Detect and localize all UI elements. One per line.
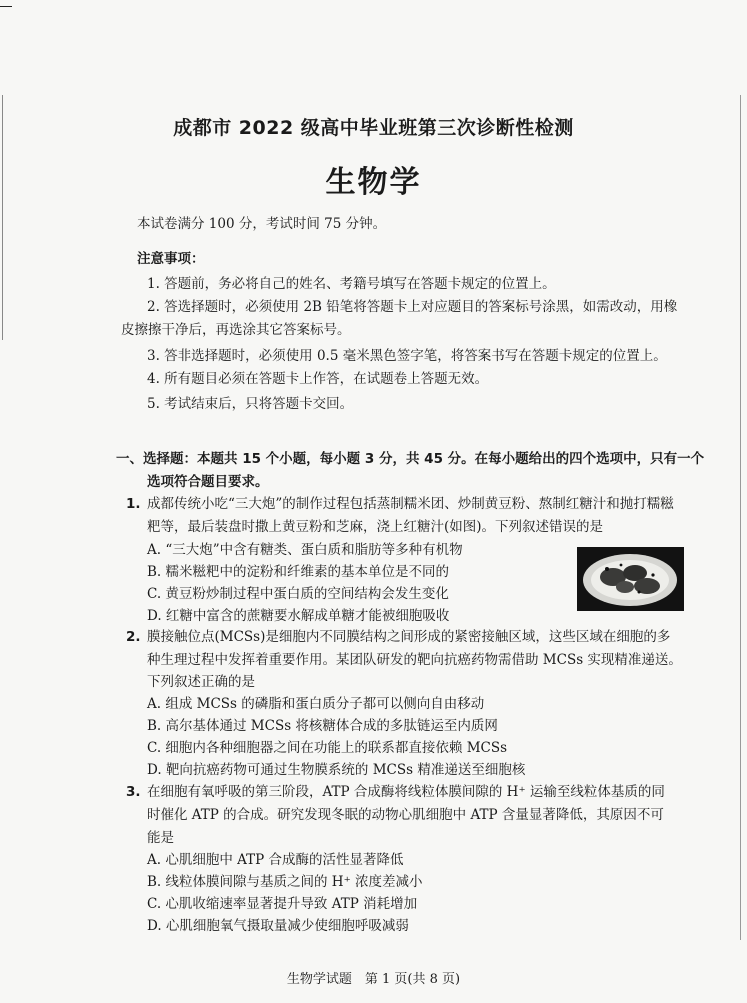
page-footer: 生物学试题 第 1 页(共 8 页) <box>286 972 461 987</box>
option-c: C. 黄豆粉炒制过程中蛋白质的空间结构会发生变化 <box>147 586 449 602</box>
question-number: 2. <box>126 629 141 645</box>
question-stem: 能是 <box>147 830 174 846</box>
section-heading-cont: 选项符合题目要求。 <box>147 474 269 490</box>
question-stem: 下列叙述正确的是 <box>147 674 255 690</box>
exam-intro: 本试卷满分 100 分，考试时间 75 分钟。 <box>137 216 387 232</box>
note-item: 皮擦擦干净后，再选涂其它答案标号。 <box>121 322 351 338</box>
option-d: D. 红糖中富含的蔗糖要水解成单糖才能被细胞吸收 <box>147 608 450 624</box>
section-heading: 一、选择题：本题共 15 个小题，每小题 3 分，共 45 分。在每小题给出的四个选项中，只有一个 <box>116 451 705 467</box>
question-number: 3. <box>126 784 141 800</box>
question-stem: 成都传统小吃“三大炮”的制作过程包括蒸制糯米团、炒制黄豆粉、熬制红糖汁和抛打糯糍 <box>147 496 674 512</box>
option-b: B. 线粒体膜间隙与基质之间的 H⁺ 浓度差减小 <box>147 874 423 890</box>
note-item: 2. 答选择题时，必须使用 2B 铅笔将答题卡上对应题目的答案标号涂黑，如需改动，用橡 <box>147 299 678 315</box>
subject-title: 生物学 <box>325 165 422 200</box>
option-c: C. 心肌收缩速率显著提升导致 ATP 消耗增加 <box>147 896 418 912</box>
option-d: D. 靶向抗癌药物可通过生物膜系统的 MCSs 精准递送至细胞核 <box>147 762 526 778</box>
right-edge-line <box>740 95 741 940</box>
question-stem: 膜接触位点(MCSs)是细胞内不同膜结构之间形成的紧密接触区域，这些区域在细胞的多 <box>147 629 671 645</box>
sandapao-photo <box>577 547 684 611</box>
note-item: 4. 所有题目必须在答题卡上作答，在试题卷上答题无效。 <box>147 371 489 387</box>
question-stem: 粑等，最后装盘时撒上黄豆粉和芝麻，浇上红糖汁(如图)。下列叙述错误的是 <box>147 519 604 535</box>
option-a: A. 心肌细胞中 ATP 合成酶的活性显著降低 <box>147 852 404 868</box>
question-stem: 在细胞有氧呼吸的第三阶段，ATP 合成酶将线粒体膜间隙的 H⁺ 运输至线粒体基质的同 <box>147 784 665 800</box>
note-item: 5. 考试结束后，只将答题卡交回。 <box>147 396 354 412</box>
option-a: A. 组成 MCSs 的磷脂和蛋白质分子都可以侧向自由移动 <box>147 696 485 712</box>
option-c: C. 细胞内各种细胞器之间在功能上的联系都直接依赖 MCSs <box>147 740 508 756</box>
note-item: 3. 答非选择题时，必须使用 0.5 毫米黑色签字笔，将答案书写在答题卡规定的位置上。 <box>147 348 667 364</box>
question-stem: 时催化 ATP 的合成。研究发现冬眠的动物心肌细胞中 ATP 含量显著降低，其原因不可 <box>147 807 664 823</box>
option-a: A. “三大炮”中含有糖类、蛋白质和脂肪等多种有机物 <box>147 542 463 558</box>
option-d: D. 心肌细胞氧气摄取量减少使细胞呼吸减弱 <box>147 918 409 934</box>
option-b: B. 高尔基体通过 MCSs 将核糖体合成的多肽链运至内质网 <box>147 718 498 734</box>
corner-mark <box>0 6 12 7</box>
question-stem: 种生理过程中发挥着重要作用。某团队研发的靶向抗癌药物需借助 MCSs 实现精准递送。 <box>147 652 682 668</box>
exam-title: 成都市 2022 级高中毕业班第三次诊断性检测 <box>173 117 574 139</box>
note-item: 1. 答题前，务必将自己的姓名、考籍号填写在答题卡规定的位置上。 <box>147 276 556 292</box>
notes-heading: 注意事项： <box>137 251 205 267</box>
question-number: 1. <box>126 496 141 512</box>
option-b: B. 糯米糍粑中的淀粉和纤维素的基本单位是不同的 <box>147 564 450 580</box>
